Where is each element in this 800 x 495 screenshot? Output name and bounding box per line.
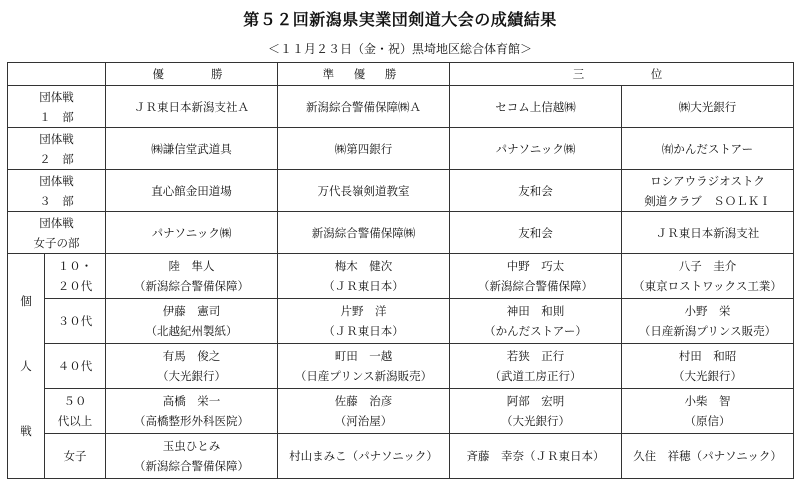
third-cell: 友和会 <box>450 170 622 212</box>
third-cell: ロシアウラジオストク 剣道クラブ ＳＯＬＫＩ <box>622 170 794 212</box>
third-cell: 小野 栄 （日産新潟プリンス販売） <box>622 299 794 344</box>
champion-cell: 直心館金田道場 <box>106 170 278 212</box>
category-label: 団体戦 女子の部 <box>8 212 106 254</box>
champion-cell: 有馬 俊之 （大光銀行） <box>106 344 278 389</box>
third-cell: ㈲かんだストアー <box>622 128 794 170</box>
champion-cell: 高橋 栄一 （高橋整形外科医院） <box>106 389 278 434</box>
third-cell: 友和会 <box>450 212 622 254</box>
header-third: 三 位 <box>450 63 794 86</box>
runner-up-cell: 万代長嶺剣道教室 <box>278 170 450 212</box>
team-row-3 <box>8 170 794 212</box>
third-cell: パナソニック㈱ <box>450 128 622 170</box>
runner-up-cell: 新潟綜合警備保障㈱ <box>278 212 450 254</box>
individual-row-50s-plus <box>8 389 794 434</box>
champion-cell: 陸 隼人 （新潟綜合警備保障） <box>106 254 278 299</box>
category-label: 団体戦 ２ 部 <box>8 128 106 170</box>
runner-up-cell: 村山まみこ（パナソニック） <box>278 434 450 479</box>
third-cell: ＪＲ東日本新潟支社 <box>622 212 794 254</box>
individual-row-30s <box>8 299 794 344</box>
team-row-2 <box>8 128 794 170</box>
runner-up-cell: ㈱第四銀行 <box>278 128 450 170</box>
results-table <box>7 62 794 479</box>
event-subtitle: ＜１１月２３日（金・祝）黒埼地区総合体育館＞ <box>267 42 532 56</box>
age-group-label: ３０代 <box>45 299 106 344</box>
category-label: 団体戦 １ 部 <box>8 86 106 128</box>
third-cell: 若狭 正行 （武道工房正行） <box>450 344 622 389</box>
age-group-label: 女子 <box>45 434 106 479</box>
runner-up-cell: 梅木 健次 （ＪＲ東日本） <box>278 254 450 299</box>
page-title: 第５２回新潟県実業団剣道大会の成績結果 <box>243 10 557 29</box>
third-cell: 阿部 宏明 （大光銀行） <box>450 389 622 434</box>
individual-section-label: 個 人 戦 <box>8 254 45 479</box>
third-cell: 中野 巧太 （新潟綜合警備保障） <box>450 254 622 299</box>
runner-up-cell: 新潟綜合警備保障㈱Ａ <box>278 86 450 128</box>
individual-row-10-20s <box>8 254 794 299</box>
third-cell: 小柴 智 （原信） <box>622 389 794 434</box>
third-cell: 久住 祥穂（パナソニック） <box>622 434 794 479</box>
champion-cell: ＪＲ東日本新潟支社Ａ <box>106 86 278 128</box>
third-cell: ㈱大光銀行 <box>622 86 794 128</box>
age-group-label: ４０代 <box>45 344 106 389</box>
third-cell: 八子 圭介 （東京ロストワックス工業） <box>622 254 794 299</box>
header-corner <box>8 63 106 86</box>
third-cell: 村田 和昭 （大光銀行） <box>622 344 794 389</box>
champion-cell: ㈱謙信堂武道具 <box>106 128 278 170</box>
individual-row-women <box>8 434 794 479</box>
runner-up-cell: 佐藤 治彦 （河治屋） <box>278 389 450 434</box>
team-row-women <box>8 212 794 254</box>
runner-up-cell: 町田 一越 （日産プリンス新潟販売） <box>278 344 450 389</box>
age-group-label: ５０ 代以上 <box>45 389 106 434</box>
champion-cell: パナソニック㈱ <box>106 212 278 254</box>
third-cell: セコム上信越㈱ <box>450 86 622 128</box>
header-runner-up: 準 優 勝 <box>278 63 450 86</box>
age-group-label: １０・ ２０代 <box>45 254 106 299</box>
header-row <box>8 63 794 86</box>
champion-cell: 玉虫ひとみ （新潟綜合警備保障） <box>106 434 278 479</box>
runner-up-cell: 片野 洋 （ＪＲ東日本） <box>278 299 450 344</box>
third-cell: 斉藤 幸奈（ＪＲ東日本） <box>450 434 622 479</box>
category-label: 団体戦 ３ 部 <box>8 170 106 212</box>
header-champion: 優 勝 <box>106 63 278 86</box>
team-row-1 <box>8 86 794 128</box>
champion-cell: 伊藤 憲司 （北越紀州製紙） <box>106 299 278 344</box>
individual-row-40s <box>8 344 794 389</box>
third-cell: 神田 和則 （かんだストアー） <box>450 299 622 344</box>
